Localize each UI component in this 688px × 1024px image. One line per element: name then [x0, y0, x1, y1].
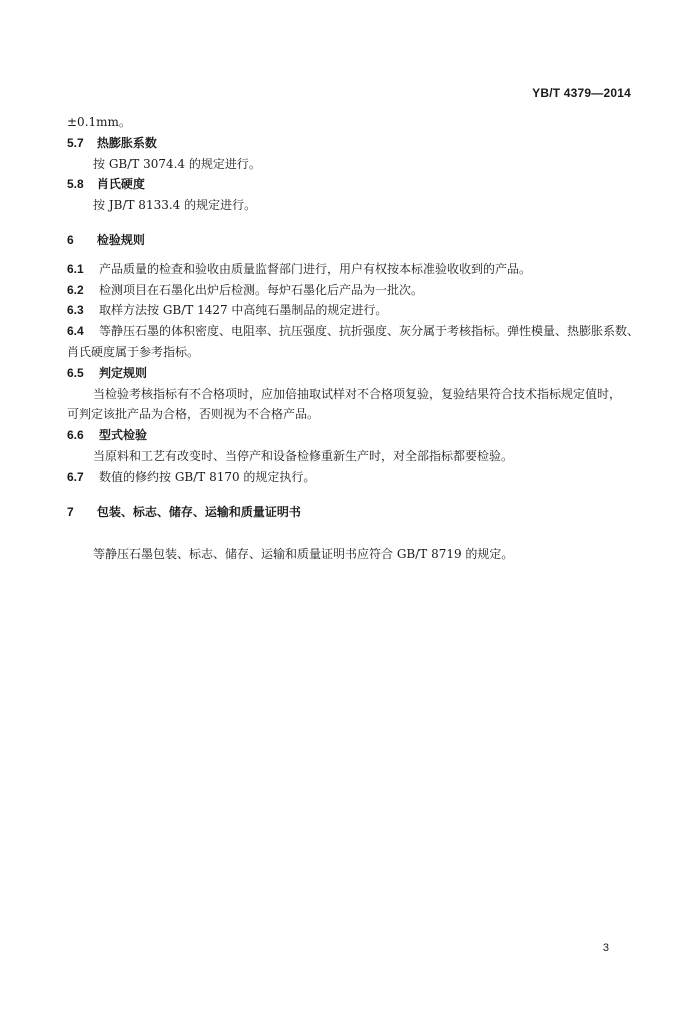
chapter-number: 7 [67, 504, 74, 519]
clause-title: 肖氏硬度 [96, 177, 145, 192]
tolerance-line: ±0.1mm。 [67, 115, 131, 129]
clause-6-5-text-continued: 可判定该批产品为合格，否则视为不合格产品。 [67, 407, 320, 422]
clause-title: 型式检验 [99, 428, 148, 443]
clause-text: 数值的修约按 GB/T 8170 的规定执行。 [99, 469, 316, 484]
clause-6-4-continued: 肖氏硬度属于参考指标。 [67, 344, 200, 359]
document-body [67, 112, 640, 565]
page-number: 3 [602, 942, 609, 954]
clause-number: 6.4 [67, 324, 84, 339]
clause-6-2 [67, 280, 633, 301]
chapter-6-heading [67, 230, 633, 251]
clause-text: 等静压石墨的体积密度、电阻率、抗压强度、抗折强度、灰分属于考核指标。弹性模量、热膨胀系数、 [99, 324, 640, 339]
clause-6-3 [67, 300, 633, 321]
clause-text: 取样方法按 GB/T 1427 中高纯石墨制品的规定进行。 [99, 303, 388, 318]
clause-5-8-heading [67, 174, 633, 195]
clause-text: 产品质量的检查和验收由质量监督部门进行，用户有权按本标准验收收到的产品。 [99, 261, 532, 276]
clause-number: 5.7 [67, 135, 84, 150]
clause-text: 检测项目在石墨化出炉后检测。每炉石墨化后产品为一批次。 [99, 282, 424, 297]
chapter-number: 6 [67, 232, 74, 247]
chapter-title: 检验规则 [96, 232, 145, 247]
clause-5-7-text: 按 GB/T 3074.4 的规定进行。 [93, 156, 261, 171]
clause-number: 6.5 [67, 365, 84, 380]
clause-6-7 [67, 467, 633, 488]
clause-number: 6.3 [67, 303, 84, 318]
clause-6-4 [67, 321, 640, 342]
clause-6-1 [67, 259, 633, 280]
clause-6-5-heading [67, 363, 633, 384]
clause-number: 5.8 [67, 177, 84, 192]
clause-title: 热膨胀系数 [96, 135, 157, 150]
clause-6-5-text: 当检验考核指标有不合格项时，应加倍抽取试样对不合格项复验，复验结果符合技术指标规定值时， [93, 386, 622, 401]
chapter-7-text: 等静压石墨包装、标志、储存、运输和质量证明书应符合 GB/T 8719 的规定。 [93, 547, 514, 562]
standard-code: YB/T 4379—2014 [532, 86, 631, 100]
chapter-7-heading [67, 502, 633, 523]
clause-5-8-text: 按 JB/T 8133.4 的规定进行。 [93, 198, 257, 213]
clause-6-6-heading [67, 425, 633, 446]
clause-6-6-text: 当原料和工艺有改变时、当停产和设备检修重新生产时，对全部指标都要检验。 [93, 448, 514, 463]
clause-title: 判定规则 [99, 365, 148, 380]
clause-number: 6.1 [67, 261, 84, 276]
chapter-title: 包装、标志、储存、运输和质量证明书 [96, 504, 301, 519]
clause-number: 6.6 [67, 428, 84, 443]
clause-number: 6.2 [67, 282, 84, 297]
clause-5-7-heading [67, 133, 633, 154]
clause-number: 6.7 [67, 469, 84, 484]
